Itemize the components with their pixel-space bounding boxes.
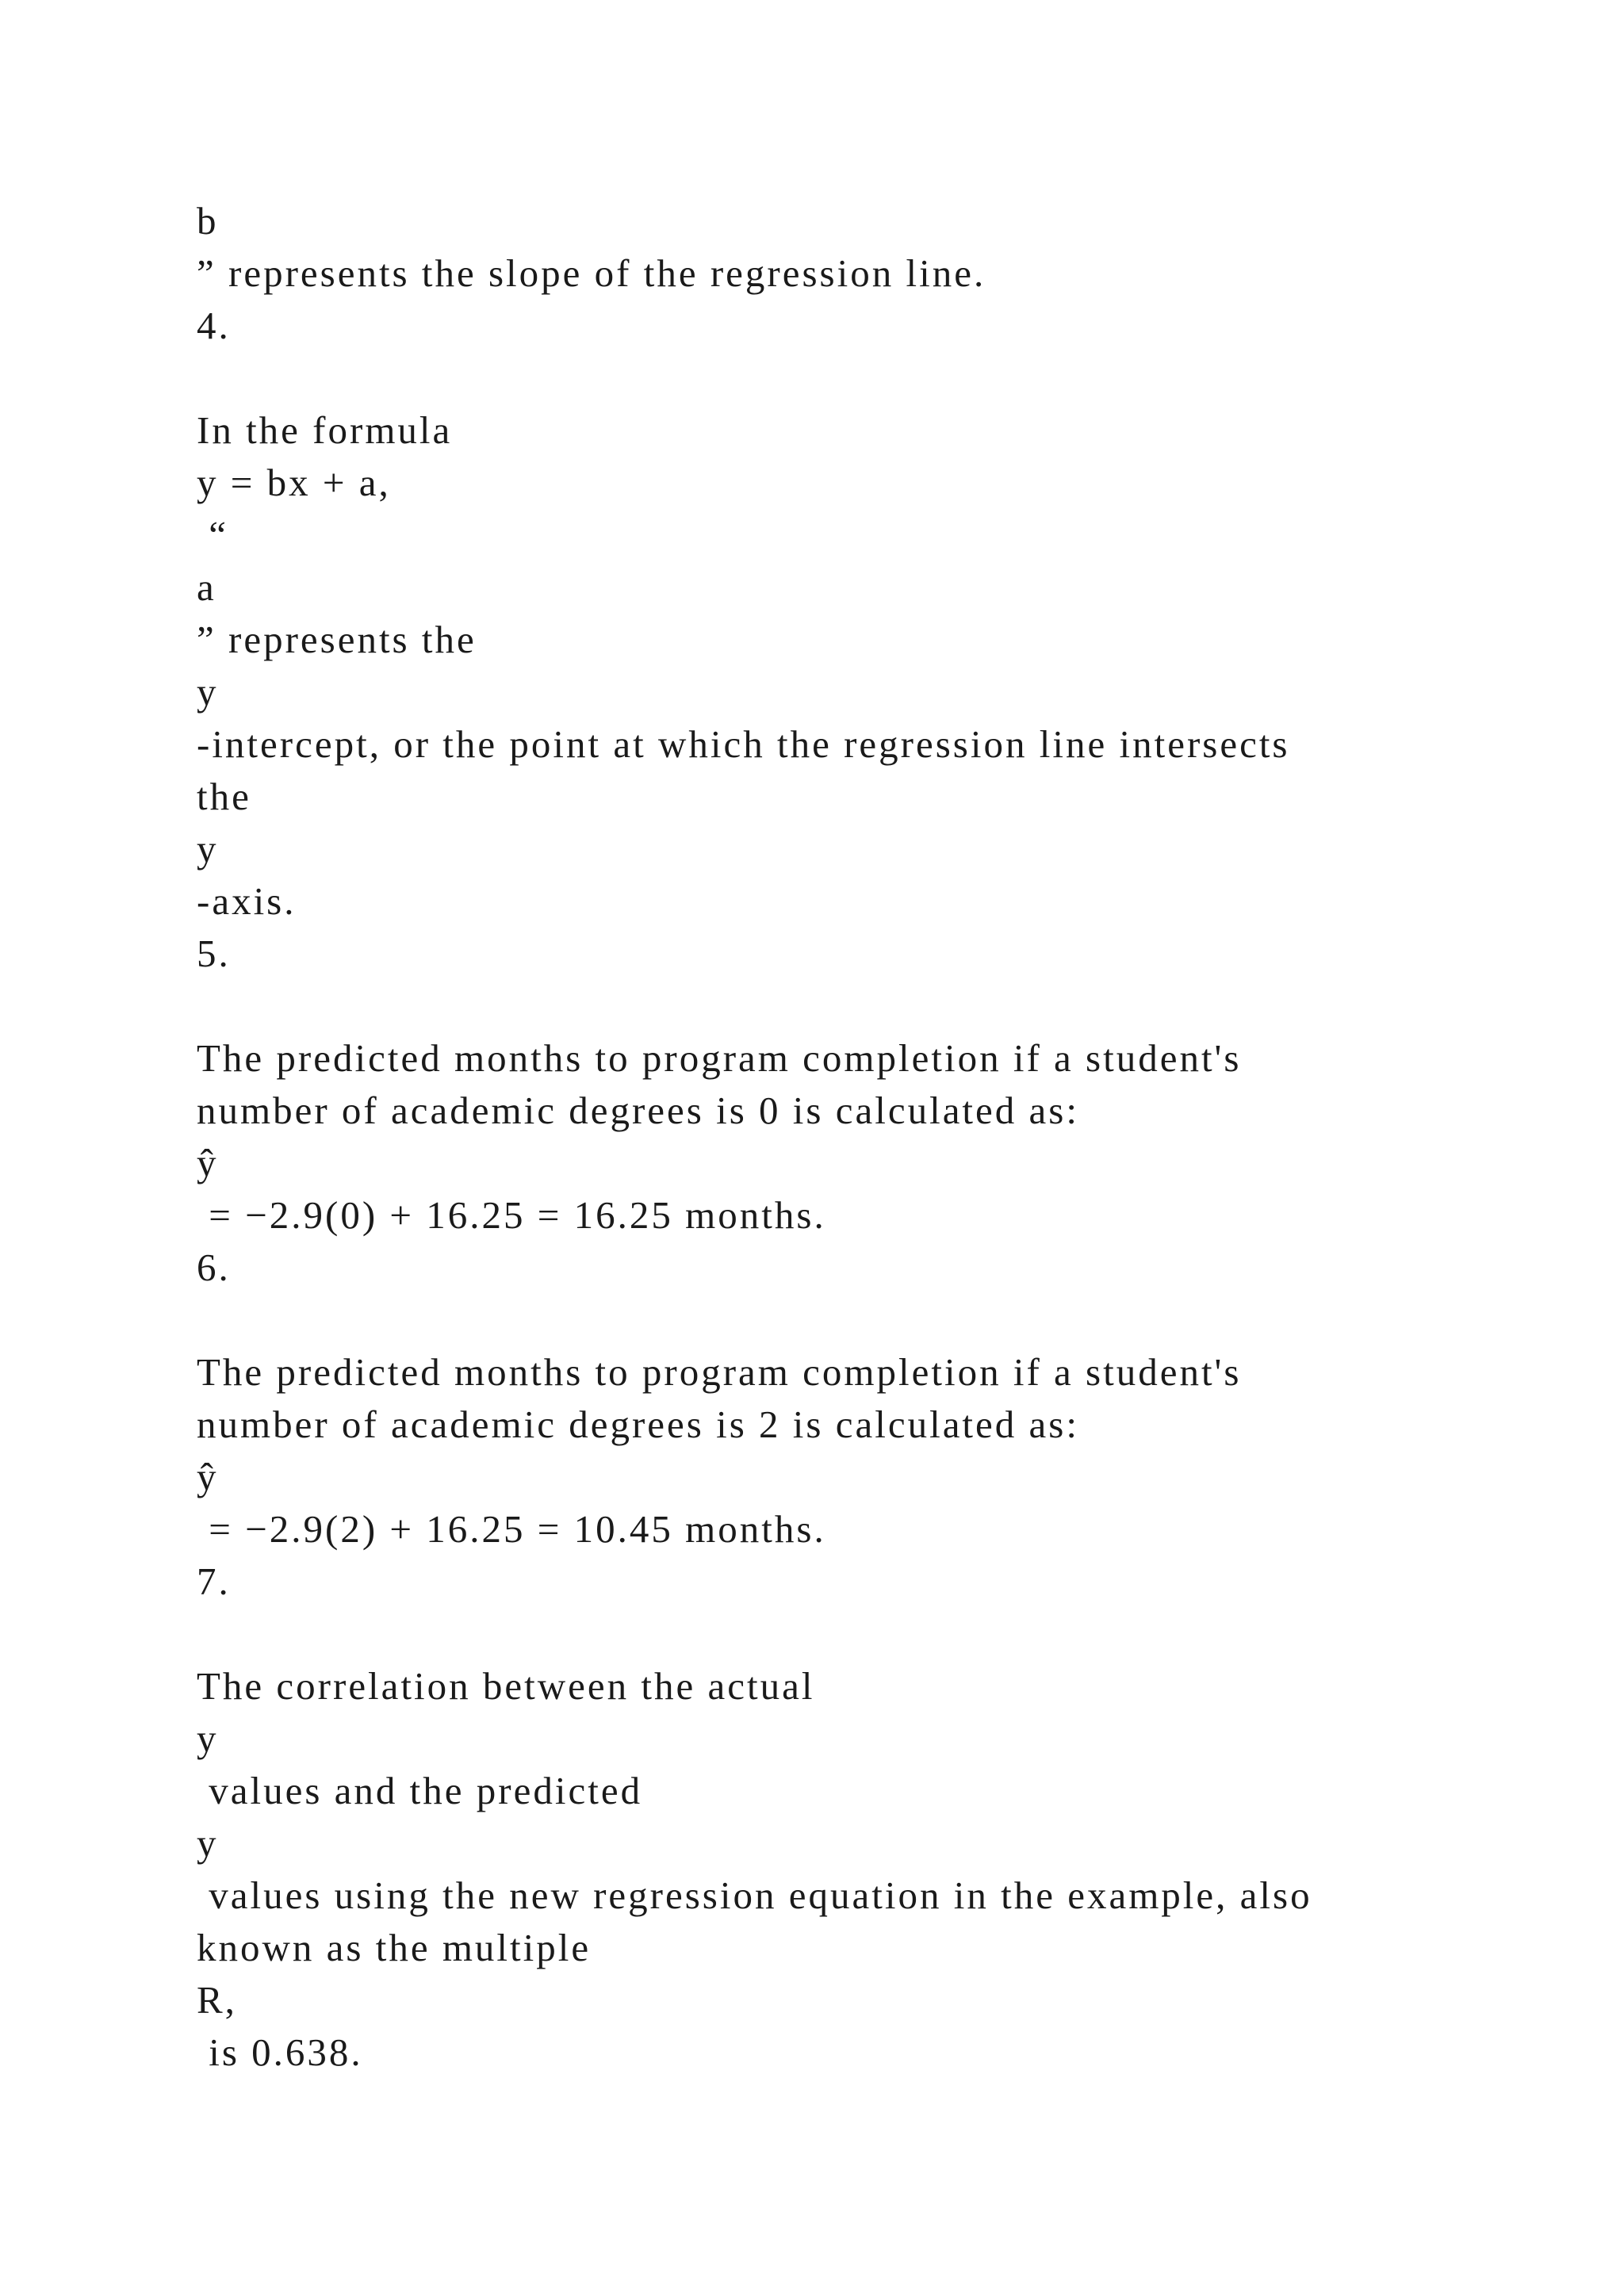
text-line: ” represents the bbox=[197, 618, 477, 661]
formula-line: = −2.9(2) + 16.25 = 10.45 months. bbox=[197, 1507, 826, 1551]
formula-line: = −2.9(0) + 16.25 = 16.25 months. bbox=[197, 1193, 826, 1237]
text-line: The correlation between the actual bbox=[197, 1664, 815, 1708]
blank-line bbox=[197, 980, 1545, 1032]
blank-line bbox=[197, 352, 1545, 404]
text-line: ” represents the slope of the regression line. bbox=[197, 251, 986, 295]
text-line: number of academic degrees is 2 is calculated as: bbox=[197, 1402, 1079, 1446]
text-line: number of academic degrees is 0 is calculated as: bbox=[197, 1089, 1079, 1132]
text-line: y bbox=[197, 1716, 219, 1760]
text-line: ŷ bbox=[197, 1141, 219, 1184]
text-line: y bbox=[197, 1821, 219, 1865]
text-line: The predicted months to program completion if a student's bbox=[197, 1036, 1242, 1080]
text-line: is 0.638. bbox=[197, 2030, 363, 2074]
text-line: y bbox=[197, 670, 219, 714]
item-number: 6. bbox=[197, 1246, 231, 1289]
item-number: 4. bbox=[197, 304, 231, 347]
document-text bbox=[197, 195, 1545, 2079]
text-line: known as the multiple bbox=[197, 1926, 592, 1969]
formula-line: y = bx + a, bbox=[197, 461, 391, 504]
text-line: ŷ bbox=[197, 1455, 219, 1498]
blank-line bbox=[197, 1608, 1545, 1660]
text-line: the bbox=[197, 775, 251, 818]
text-line: R, bbox=[197, 1978, 237, 2022]
blank-line bbox=[197, 1294, 1545, 1346]
text-line: b bbox=[197, 199, 219, 243]
text-line: -axis. bbox=[197, 879, 297, 923]
text-line: a bbox=[197, 565, 216, 609]
text-line: The predicted months to program completion if a student's bbox=[197, 1350, 1242, 1394]
text-line: -intercept, or the point at which the regression line intersects bbox=[197, 722, 1290, 766]
item-number: 7. bbox=[197, 1559, 231, 1603]
text-line: In the formula bbox=[197, 408, 453, 452]
text-line: y bbox=[197, 827, 219, 871]
text-line: values using the new regression equation in the example, also bbox=[197, 1873, 1312, 1917]
text-line: “ bbox=[197, 513, 228, 557]
item-number: 5. bbox=[197, 932, 231, 975]
text-line: values and the predicted bbox=[197, 1769, 643, 1812]
